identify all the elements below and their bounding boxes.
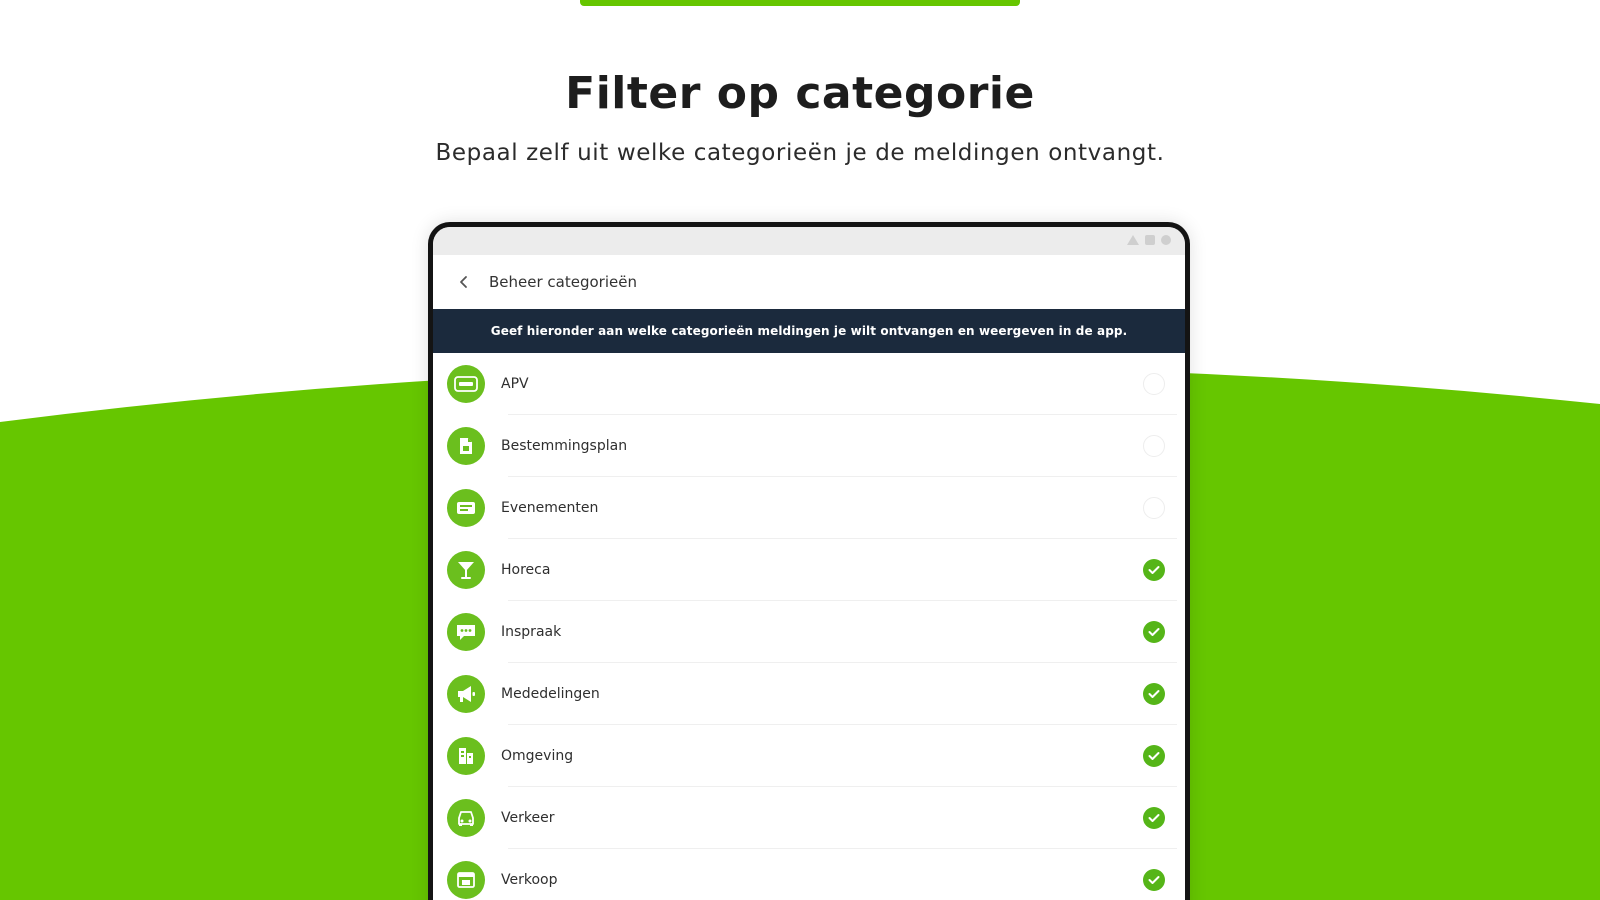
category-item-inspraak[interactable]: [433, 601, 1185, 663]
category-checkbox[interactable]: [1143, 373, 1165, 395]
tablet-frame: [428, 222, 1190, 900]
category-label: APV: [501, 376, 529, 392]
battery-icon: [1145, 235, 1155, 245]
status-bar: [433, 227, 1185, 255]
clock-icon: [1161, 235, 1171, 245]
check-circle-icon[interactable]: [1143, 869, 1165, 891]
category-item-omgeving[interactable]: [433, 725, 1185, 787]
storefront-icon: [447, 861, 485, 899]
app-bar: [433, 255, 1185, 309]
megaphone-icon: [447, 675, 485, 713]
check-circle-icon[interactable]: [1143, 559, 1165, 581]
category-item-verkoop[interactable]: [433, 849, 1185, 900]
buildings-icon: [447, 737, 485, 775]
category-label: Verkeer: [501, 810, 555, 826]
car-icon: [447, 799, 485, 837]
category-checkbox[interactable]: [1143, 435, 1165, 457]
ticket-icon: [447, 489, 485, 527]
cocktail-glass-icon: [447, 551, 485, 589]
chevron-left-icon[interactable]: [441, 255, 487, 309]
screen-title: Beheer categorieën: [489, 273, 637, 291]
category-item-apv[interactable]: [433, 353, 1185, 415]
top-accent-bar: [580, 0, 1020, 6]
apv-badge-icon: [447, 365, 485, 403]
page-subtitle: Bepaal zelf uit welke categorieën je de meldingen ontvangt.: [435, 140, 1165, 166]
category-label: Evenementen: [501, 500, 599, 516]
category-checkbox[interactable]: [1143, 497, 1165, 519]
category-item-evenementen[interactable]: [433, 477, 1185, 539]
category-list: [433, 353, 1185, 900]
check-circle-icon[interactable]: [1143, 745, 1165, 767]
category-label: Mededelingen: [501, 686, 600, 702]
category-label: Bestemmingsplan: [501, 438, 628, 454]
signal-icon: [1127, 235, 1139, 245]
map-document-icon: [447, 427, 485, 465]
category-label: Verkoop: [501, 872, 558, 888]
info-banner: Geef hieronder aan welke categorieën meldingen je wilt ontvangen en weergeven in de app.: [433, 309, 1185, 353]
category-item-bestemmingsplan[interactable]: [433, 415, 1185, 477]
category-label: Inspraak: [501, 624, 562, 640]
page-title: Filter op categorie: [565, 68, 1035, 119]
check-circle-icon[interactable]: [1143, 621, 1165, 643]
category-item-verkeer[interactable]: [433, 787, 1185, 849]
chat-bubble-icon: [447, 613, 485, 651]
check-circle-icon[interactable]: [1143, 807, 1165, 829]
category-item-horeca[interactable]: [433, 539, 1185, 601]
category-label: Horeca: [501, 562, 551, 578]
check-circle-icon[interactable]: [1143, 683, 1165, 705]
status-icons: [1127, 235, 1171, 245]
category-label: Omgeving: [501, 748, 574, 764]
category-item-mededelingen[interactable]: [433, 663, 1185, 725]
